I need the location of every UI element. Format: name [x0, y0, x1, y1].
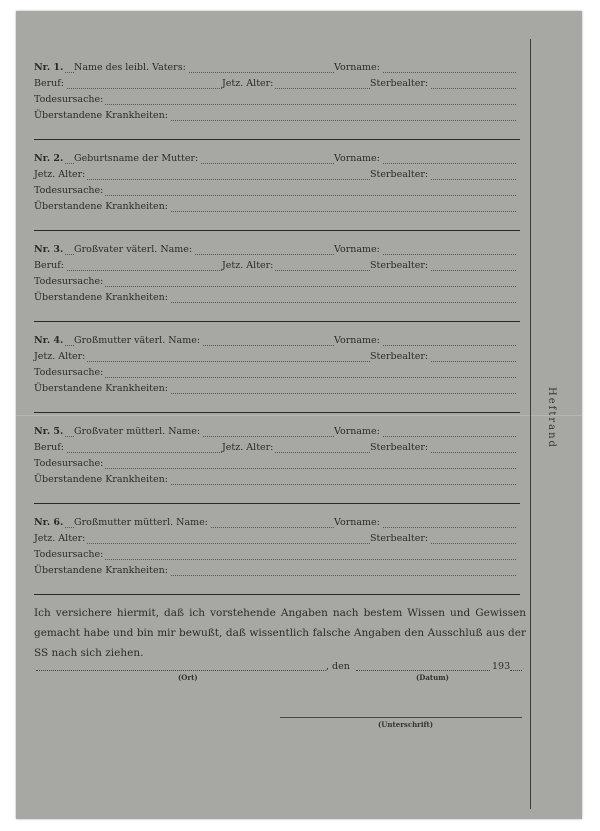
field-label: Beruf:: [34, 442, 64, 453]
section-number: Nr. 3.: [34, 244, 64, 255]
name-label: Großvater väterl. Name:: [74, 244, 193, 255]
field-label: Jetz. Alter:: [34, 169, 86, 180]
date-caption: (Datum): [416, 673, 449, 682]
form-row[interactable]: [34, 350, 516, 364]
field-label: Überstandene Krankheiten:: [34, 383, 168, 394]
death-age-label: Sterbealter:: [370, 78, 429, 89]
form-row[interactable]: [34, 441, 516, 455]
form-row[interactable]: [34, 109, 516, 123]
section-divider: [34, 139, 520, 140]
section-number: Nr. 2.: [34, 153, 64, 164]
form-row[interactable]: [34, 275, 516, 289]
form-row[interactable]: [34, 366, 516, 380]
form-row[interactable]: [34, 564, 516, 578]
form-row[interactable]: [34, 473, 516, 487]
form-row[interactable]: [34, 168, 516, 182]
field-label: Jetz. Alter:: [34, 351, 86, 362]
date-prefix: , den: [326, 661, 350, 672]
field-label: Überstandene Krankheiten:: [34, 110, 168, 121]
form-sheet: [16, 11, 582, 819]
section-header-row[interactable]: [34, 516, 516, 530]
year-field[interactable]: [510, 670, 522, 671]
form-row[interactable]: [34, 200, 516, 214]
vorname-label: Vorname:: [334, 335, 380, 346]
form-row[interactable]: [34, 93, 516, 107]
binding-margin-label: Heftrand: [546, 387, 557, 449]
death-age-label: Sterbealter:: [370, 533, 429, 544]
section-number: Nr. 5.: [34, 426, 64, 437]
field-label: Überstandene Krankheiten:: [34, 565, 168, 576]
section-header-row[interactable]: [34, 425, 516, 439]
vorname-label: Vorname:: [334, 153, 380, 164]
current-age-label: Jetz. Alter:: [222, 442, 274, 453]
death-age-label: Sterbealter:: [370, 351, 429, 362]
name-label: Geburtsname der Mutter:: [74, 153, 199, 164]
vorname-label: Vorname:: [334, 426, 380, 437]
date-field[interactable]: [356, 670, 490, 671]
form-row[interactable]: [34, 532, 516, 546]
section-number: Nr. 1.: [34, 62, 64, 73]
section-divider: [34, 503, 520, 504]
field-label: Überstandene Krankheiten:: [34, 292, 168, 303]
vorname-label: Vorname:: [334, 244, 380, 255]
current-age-label: Jetz. Alter:: [222, 78, 274, 89]
death-age-label: Sterbealter:: [370, 442, 429, 453]
death-age-label: Sterbealter:: [370, 260, 429, 271]
death-age-label: Sterbealter:: [370, 169, 429, 180]
form-row[interactable]: [34, 291, 516, 305]
binding-margin-line: [530, 39, 531, 809]
place-field[interactable]: [36, 670, 326, 671]
form-row[interactable]: [34, 457, 516, 471]
form-row[interactable]: [34, 382, 516, 396]
form-row[interactable]: [34, 77, 516, 91]
signature-field[interactable]: [280, 717, 522, 718]
section-number: Nr. 4.: [34, 335, 64, 346]
form-row[interactable]: [34, 548, 516, 562]
section-divider: [34, 321, 520, 322]
field-label: Todesursache:: [34, 458, 104, 469]
form-row[interactable]: [34, 184, 516, 198]
name-label: Großvater mütterl. Name:: [74, 426, 201, 437]
year-prefix: 193: [492, 661, 511, 672]
field-label: Überstandene Krankheiten:: [34, 201, 168, 212]
field-label: Todesursache:: [34, 549, 104, 560]
field-label: Jetz. Alter:: [34, 533, 86, 544]
field-label: Todesursache:: [34, 185, 104, 196]
name-label: Großmutter mütterl. Name:: [74, 517, 208, 528]
place-caption: (Ort): [178, 673, 198, 682]
current-age-label: Jetz. Alter:: [222, 260, 274, 271]
field-label: Beruf:: [34, 260, 64, 271]
section-divider: [34, 594, 520, 595]
name-label: Großmutter väterl. Name:: [74, 335, 201, 346]
section-number: Nr. 6.: [34, 517, 64, 528]
section-header-row[interactable]: [34, 243, 516, 257]
paper-fold: [16, 415, 582, 416]
vorname-label: Vorname:: [334, 62, 380, 73]
field-label: Todesursache:: [34, 367, 104, 378]
declaration-text: Ich versichere hiermit, daß ich vorstehende Angaben nach bestem Wissen und Gewissen gemacht habe und bin mir bewußt, daß wissentlich falsche Angaben den Ausschluß aus der SS nach sich ziehen.: [34, 607, 526, 659]
form-row[interactable]: [34, 259, 516, 273]
field-label: Todesursache:: [34, 276, 104, 287]
section-divider: [34, 412, 520, 413]
section-divider: [34, 230, 520, 231]
field-label: Überstandene Krankheiten:: [34, 474, 168, 485]
field-label: Todesursache:: [34, 94, 104, 105]
section-header-row[interactable]: [34, 334, 516, 348]
section-header-row[interactable]: [34, 61, 516, 75]
field-label: Beruf:: [34, 78, 64, 89]
signature-caption: (Unterschrift): [378, 720, 434, 729]
section-header-row[interactable]: [34, 152, 516, 166]
vorname-label: Vorname:: [334, 517, 380, 528]
name-label: Name des leibl. Vaters:: [74, 62, 186, 73]
